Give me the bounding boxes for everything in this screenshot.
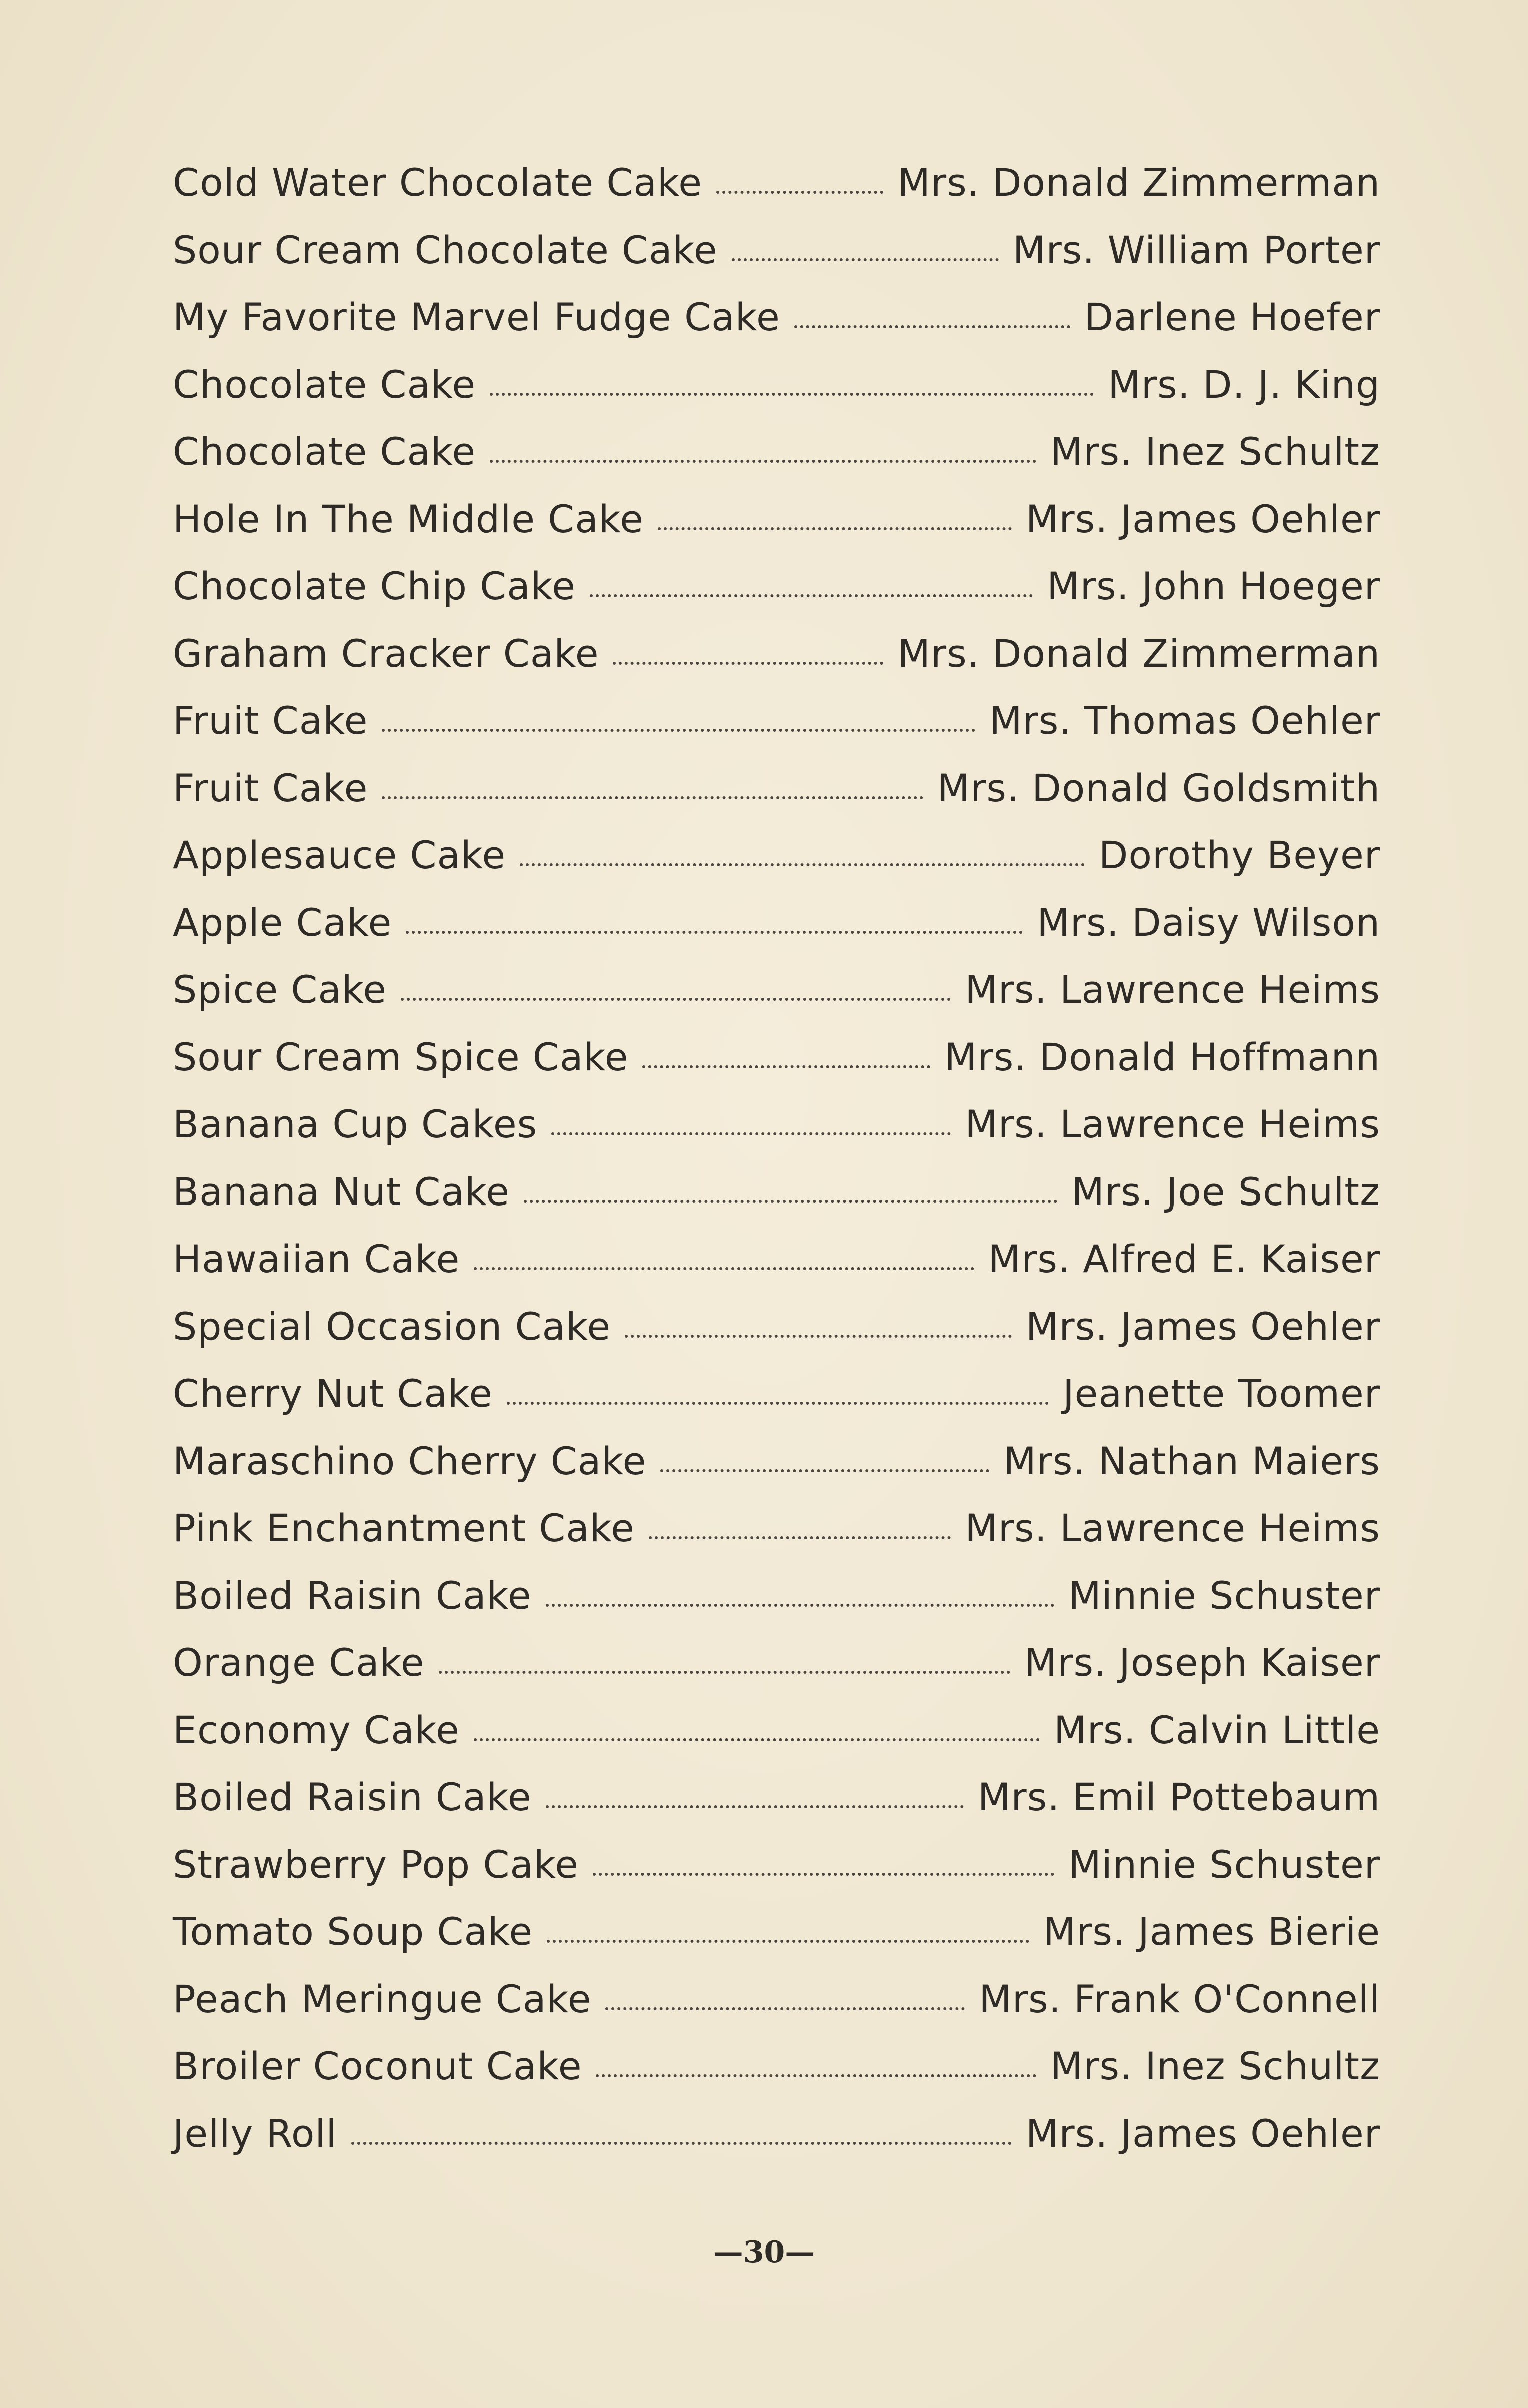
list-item (173, 631, 1380, 699)
dot-leader (605, 2007, 965, 2010)
list-item (173, 1371, 1380, 1439)
recipe-title: Hawaiian Cake (173, 1237, 460, 1281)
dot-leader (524, 1200, 1057, 1203)
dot-leader (351, 2142, 1012, 2145)
recipe-title: Graham Cracker Cake (173, 631, 599, 676)
recipe-title: Sour Cream Spice Cake (173, 1034, 629, 1079)
recipe-title: Peach Meringue Cake (173, 1976, 592, 2021)
recipe-title: Applesauce Cake (173, 833, 506, 877)
contributor-name: Jeanette Toomer (1063, 1371, 1380, 1416)
contributor-name: Darlene Hoefer (1084, 295, 1380, 339)
dot-leader (490, 393, 1094, 396)
recipe-title: Pink Enchantment Cake (173, 1506, 635, 1550)
contributor-name: Mrs. Donald Hoffmann (944, 1034, 1380, 1079)
dot-leader (439, 1671, 1010, 1674)
recipe-title: Cherry Nut Cake (173, 1371, 493, 1416)
dot-leader (593, 1873, 1054, 1876)
recipe-title: Economy Cake (173, 1707, 460, 1752)
dot-leader (546, 1805, 964, 1808)
contributor-name: Mrs. James Oehler (1025, 496, 1380, 541)
list-item (173, 766, 1380, 833)
list-item (173, 1237, 1380, 1304)
recipe-title: Chocolate Cake (173, 429, 476, 474)
contributor-name: Mrs. James Oehler (1025, 2111, 1380, 2156)
contributor-name: Mrs. Lawrence Heims (965, 967, 1380, 1012)
recipe-title: Strawberry Pop Cake (173, 1842, 579, 1887)
recipe-title: Chocolate Chip Cake (173, 564, 576, 608)
dot-leader (490, 460, 1036, 463)
recipe-title: Chocolate Cake (173, 362, 476, 407)
contributor-name: Mrs. Joe Schultz (1071, 1169, 1380, 1214)
recipe-title: Banana Nut Cake (173, 1169, 510, 1214)
list-item (173, 1439, 1380, 1506)
contributor-name: Mrs. Inez Schultz (1050, 429, 1380, 474)
dot-leader (474, 1738, 1040, 1741)
contributor-name: Minnie Schuster (1068, 1573, 1380, 1618)
contributor-name: Dorothy Beyer (1098, 833, 1380, 877)
page-number: —30— (713, 2235, 815, 2270)
dot-leader (613, 662, 883, 665)
list-item (173, 1506, 1380, 1573)
list-item (173, 2111, 1380, 2179)
contributor-name: Mrs. Lawrence Heims (965, 1506, 1380, 1550)
dot-leader (596, 2074, 1036, 2077)
list-item (173, 564, 1380, 631)
recipe-title: Boiled Raisin Cake (173, 1573, 532, 1618)
recipe-title: Apple Cake (173, 900, 392, 945)
recipe-index-list (173, 160, 1380, 2178)
contributor-name: Mrs. Nathan Maiers (1003, 1438, 1380, 1483)
list-item (173, 228, 1380, 295)
recipe-title: Fruit Cake (173, 765, 368, 810)
dot-leader (474, 1267, 974, 1270)
contributor-name: Mrs. Daisy Wilson (1037, 900, 1380, 945)
contributor-name: Mrs. James Oehler (1025, 1304, 1380, 1349)
dot-leader (660, 1469, 989, 1472)
recipe-title: My Favorite Marvel Fudge Cake (173, 295, 780, 339)
contributor-name: Minnie Schuster (1068, 1842, 1380, 1887)
dot-leader (590, 594, 1033, 597)
dot-leader (794, 325, 1070, 328)
list-item (173, 833, 1380, 900)
dot-leader (551, 1132, 951, 1135)
recipe-title: Spice Cake (173, 967, 387, 1012)
contributor-name: Mrs. Alfred E. Kaiser (988, 1237, 1380, 1281)
contributor-name: Mrs. Thomas Oehler (989, 698, 1380, 743)
list-item (173, 1977, 1380, 2044)
contributor-name: Mrs. Donald Zimmerman (897, 631, 1380, 676)
contributor-name: Mrs. William Porter (1012, 227, 1380, 272)
dot-leader (507, 1402, 1049, 1405)
dot-leader (658, 527, 1012, 530)
list-item (173, 967, 1380, 1035)
dot-leader (547, 1940, 1029, 1943)
list-item (173, 900, 1380, 968)
list-item (173, 362, 1380, 430)
contributor-name: Mrs. John Hoeger (1047, 564, 1380, 608)
dot-leader (625, 1335, 1012, 1338)
recipe-title: Sour Cream Chocolate Cake (173, 227, 718, 272)
contributor-name: Mrs. Joseph Kaiser (1024, 1640, 1380, 1685)
list-item (173, 698, 1380, 766)
contributor-name: Mrs. Lawrence Heims (965, 1102, 1380, 1146)
list-item (173, 2044, 1380, 2111)
dot-leader (546, 1604, 1055, 1607)
dot-leader (382, 796, 923, 799)
contributor-name: Mrs. Calvin Little (1054, 1707, 1380, 1752)
dot-leader (520, 863, 1085, 866)
contributor-name: Mrs. D. J. King (1108, 362, 1380, 407)
recipe-title: Broiler Coconut Cake (173, 2044, 582, 2088)
contributor-name: Mrs. Frank O'Connell (979, 1976, 1380, 2021)
recipe-title: Cold Water Chocolate Cake (173, 160, 703, 205)
list-item (173, 295, 1380, 362)
dot-leader (716, 191, 883, 194)
list-item (173, 429, 1380, 497)
recipe-title: Boiled Raisin Cake (173, 1775, 532, 1819)
recipe-title: Hole In The Middle Cake (173, 496, 644, 541)
dot-leader (649, 1536, 951, 1539)
dot-leader (732, 258, 999, 261)
contributor-name: Mrs. Inez Schultz (1050, 2044, 1380, 2088)
recipe-title: Orange Cake (173, 1640, 425, 1685)
contributor-name: Mrs. Donald Zimmerman (897, 160, 1380, 205)
recipe-title: Banana Cup Cakes (173, 1102, 538, 1146)
list-item (173, 1169, 1380, 1237)
dot-leader (642, 1065, 930, 1068)
recipe-title: Fruit Cake (173, 698, 368, 743)
list-item (173, 497, 1380, 564)
dot-leader (401, 998, 951, 1001)
list-item (173, 1775, 1380, 1842)
list-item (173, 160, 1380, 228)
contributor-name: Mrs. Emil Pottebaum (977, 1775, 1380, 1819)
list-item (173, 1708, 1380, 1775)
list-item (173, 1842, 1380, 1910)
list-item (173, 1304, 1380, 1372)
recipe-title: Special Occasion Cake (173, 1304, 611, 1349)
dot-leader (382, 729, 975, 732)
contributor-name: Mrs. Donald Goldsmith (937, 765, 1380, 810)
list-item (173, 1640, 1380, 1708)
list-item (173, 1035, 1380, 1102)
recipe-title: Tomato Soup Cake (173, 1909, 533, 1954)
list-item (173, 1102, 1380, 1169)
list-item (173, 1909, 1380, 1977)
recipe-title: Maraschino Cherry Cake (173, 1438, 647, 1483)
dot-leader (406, 931, 1023, 934)
recipe-title: Jelly Roll (173, 2111, 337, 2156)
list-item (173, 1573, 1380, 1641)
contributor-name: Mrs. James Bierie (1043, 1909, 1380, 1954)
